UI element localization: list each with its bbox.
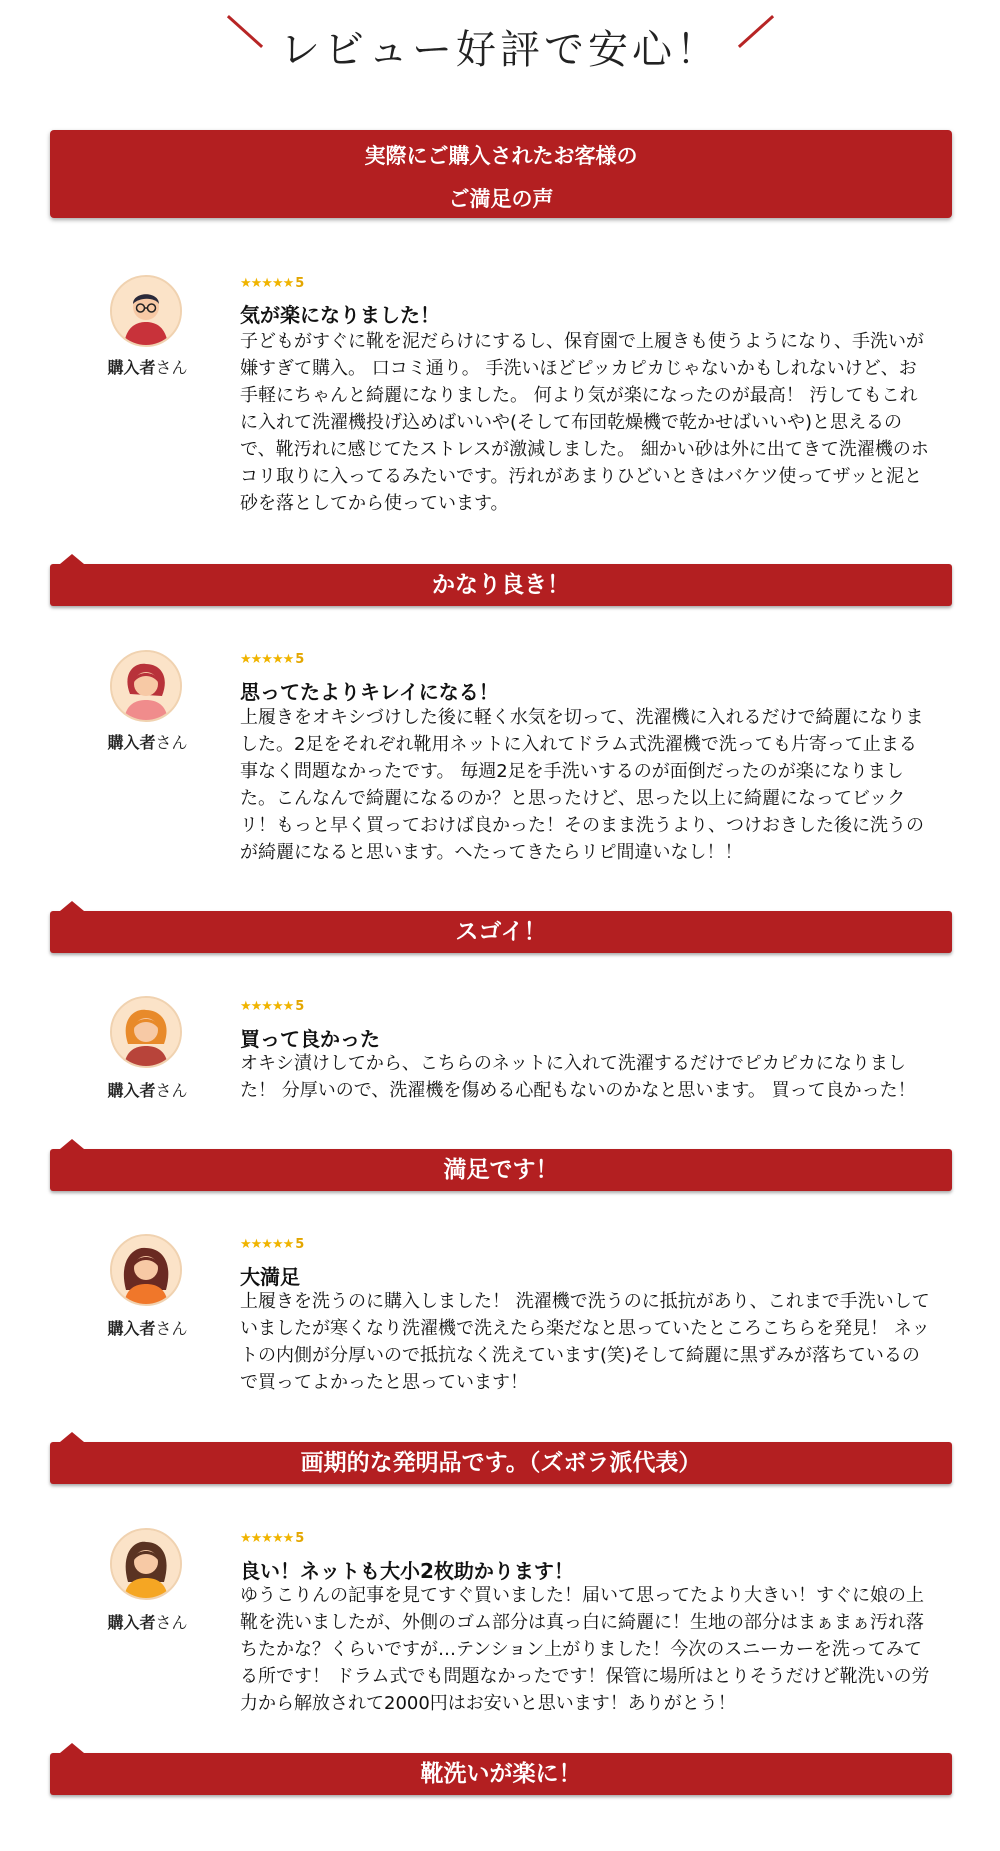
star-rating: ★★★★★ 5 <box>240 999 305 1014</box>
review-summary-banner: 満足です！ <box>50 1149 952 1191</box>
review-title: 大満足 <box>240 1265 300 1289</box>
review-body: 上履きを洗うのに購入しました！ 洗濯機で洗うのに抵抗があり、これまで手洗いしていましたが寒くなり洗濯機で洗えたら楽だなと思っていたところこちらを発見！ ネットの内側が分厚いので抵抗なく洗えています(笑)そして綺麗に黒ずみが落ちているので買ってよかったと思っています！ <box>240 1291 930 1393</box>
review-summary-banner: かなり良き！ <box>50 564 952 606</box>
avatar-woman-long-hair-icon <box>110 1528 182 1600</box>
review-title: 良い！ネットも大小2枚助かります！ <box>240 1559 574 1583</box>
review-body: 子どもがすぐに靴を泥だらけにするし、保育園で上履きも使うようになり、手洗いが嫌すぎて購入。 口コミ通り。 手洗いほどピッカピカじゃないかもしれないけど、お手軽にちゃんと綺麗になりました。 何より気が楽になったのが最高！ 汚してもこれに入れて洗濯機投げ込めばいいや(そして布団乾燥機で乾かせばいいや)と思えるので、靴汚れに感じてたストレスが激減しました。 細かい砂は外に出てきて洗濯機のホコリ取りに入ってるみたいです。汚れがあまりひどいときはバケツ使ってザッと泥と砂を落としてから使っています。 <box>240 331 929 514</box>
buyer-label: 購入者さん <box>107 1613 188 1632</box>
banner-line-2: ご満足の声 <box>448 187 554 211</box>
review-summary-banner: 靴洗いが楽に！ <box>50 1753 952 1795</box>
buyer-label: 購入者さん <box>107 1319 188 1338</box>
star-rating: ★★★★★ 5 <box>240 1237 305 1252</box>
stars-icon: ★★★★★ <box>240 1531 294 1546</box>
stars-icon: ★★★★★ <box>240 652 294 667</box>
review-summary-banner: 画期的な発明品です。（ズボラ派代表） <box>50 1442 952 1484</box>
review-summary-banner: スゴイ！ <box>50 911 952 953</box>
stars-icon: ★★★★★ <box>240 276 294 291</box>
buyer-label: 購入者さん <box>107 1081 188 1100</box>
banner-line-1: 実際にご購入されたお客様の <box>364 144 638 168</box>
review-body: 上履きをオキシづけした後に軽く水気を切って、洗濯機に入れるだけで綺麗になりました。2足をそれぞれ靴用ネットに入れてドラム式洗濯機で洗っても片寄って止まる事なく問題なかったです。 毎週2足を手洗いするのが面倒だったのが楽になりました。こんなんで綺麗になるのか？と思ったけど、思った以上に綺麗になってビックリ！もっと早く買っておけば良かった！そのまま洗うより、つけおきした後に洗うのが綺麗になると思います。へたってきたらリピ間違いなし！！ <box>240 707 924 863</box>
avatar-woman-orange-hair-icon <box>110 996 182 1068</box>
review-title: 買って良かった <box>240 1027 380 1051</box>
stars-icon: ★★★★★ <box>240 1237 294 1252</box>
review-title: 思ってたよりキレイになる！ <box>240 680 499 704</box>
review-body: オキシ漬けしてから、こちらのネットに入れて洗濯するだけでピカピカになりました！ 分厚いので、洗濯機を傷める心配もないのかなと思います。 買って良かった！ <box>240 1053 916 1101</box>
buyer-label: 購入者さん <box>107 358 188 377</box>
avatar-woman-brown-hair-icon <box>110 1234 182 1306</box>
stars-icon: ★★★★★ <box>240 999 294 1014</box>
avatar-man-glasses-icon <box>110 275 182 347</box>
review-title: 気が楽になりました！ <box>240 303 440 327</box>
buyer-label: 購入者さん <box>107 733 188 752</box>
customer-voice-banner <box>50 130 952 218</box>
avatar-woman-red-hair-icon <box>110 650 182 722</box>
star-rating: ★★★★★ 5 <box>240 652 305 667</box>
star-rating: ★★★★★ 5 <box>240 276 305 291</box>
page-title: レビュー好評で安心！ <box>280 27 720 73</box>
star-rating: ★★★★★ 5 <box>240 1531 305 1546</box>
review-body: ゆうこりんの記事を見てすぐ買いました！届いて思ってたより大きい！すぐに娘の上靴を洗いましたが、外側のゴム部分は真っ白に綺麗に！生地の部分はまぁまぁ汚れ落ちたかな？くらいですが…テンション上がりました！今次のスニーカーを洗ってみてる所です！ ドラム式でも問題なかったです！保管に場所はとりそうだけど靴洗いの労力から解放されて2000円はお安いと思います！ありがとう！ <box>240 1585 930 1714</box>
